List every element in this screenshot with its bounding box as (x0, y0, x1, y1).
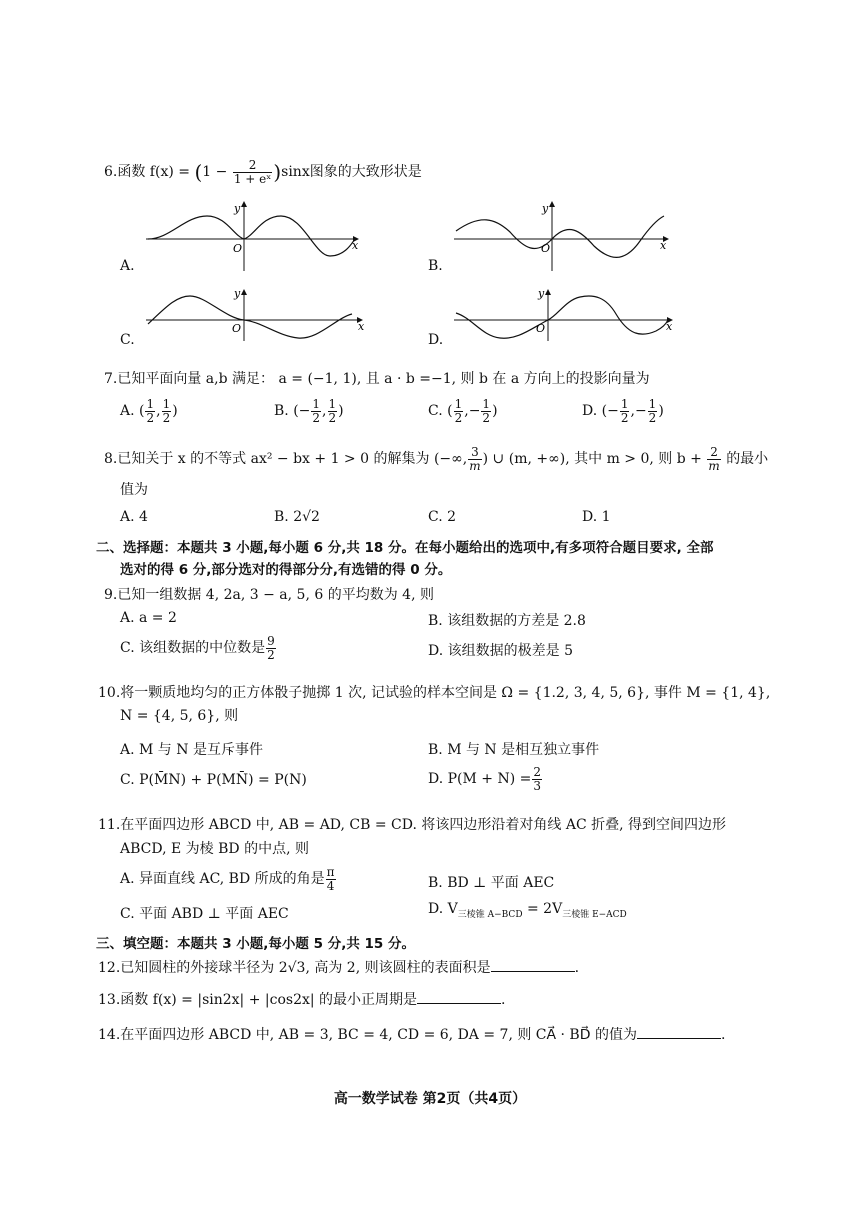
q9-option-c: C. 该组数据的中位数是 $\frac{9}{2}$ (120, 633, 275, 662)
q13-answer-blank[interactable] (417, 991, 501, 1004)
svg-text:y: y (542, 202, 549, 215)
q6-fraction: $\frac{2}{\text{1 + eˣ}}$ (233, 157, 272, 186)
q7-option-b: B. (− $\frac{1}{2}$ , $\frac{1}{2}$ ) (274, 396, 344, 425)
q10-option-a: A. M 与 N 是互斥事件 (120, 742, 263, 758)
page-footer: 高一数学试卷 第2页（共4页） (333, 1091, 527, 1107)
q6-stem-prefix: 函数 f(x) = (117, 164, 195, 180)
svg-text:y: y (538, 287, 545, 300)
svg-text:O: O (541, 242, 551, 255)
svg-text:x: x (352, 239, 359, 252)
q8-stem-line2: 值为 (120, 482, 148, 498)
q7-option-d: D. (− $\frac{1}{2}$ ,− $\frac{1}{2}$ ) (582, 396, 664, 425)
q7-stem: 7.已知平面向量 a,b 满足： a = (−1, 1), 且 a · b =−1, 则 b 在 a 方向上的投影向量为 (104, 371, 650, 387)
section2-heading-line2: 选对的得 6 分,部分选对的得部分分,有选错的得 0 分。 (120, 562, 452, 578)
q8-option-d: D. 1 (582, 509, 611, 525)
svg-text:O: O (232, 322, 242, 335)
svg-text:y: y (234, 287, 241, 300)
q14-stem: 14.在平面四边形 ABCD 中, AB = 3, BC = 4, CD = 6, DA = 7, 则 CA⃗ · BD⃗ 的值为 . (98, 1027, 726, 1043)
svg-text:O: O (233, 242, 243, 255)
q6-graph-c (146, 287, 365, 341)
q9-option-b: B. 该组数据的方差是 2.8 (428, 613, 586, 629)
q10-stem-line2: N = {4, 5, 6}, 则 (120, 708, 239, 724)
svg-text:O: O (536, 322, 546, 335)
q9-option-a: A. a = 2 (120, 610, 177, 626)
q11-option-c: C. 平面 ABD ⊥ 平面 AEC (120, 906, 289, 922)
section2-heading: 二、选择题：本题共 3 小题,每小题 6 分,共 18 分。在每小题给出的选项中,有多项符合题目要求, 全部 (96, 540, 714, 556)
svg-text:x: x (358, 320, 365, 333)
q6-option-d-label: D. (428, 332, 444, 348)
svg-text:x: x (660, 239, 667, 252)
section3-heading: 三、填空题：本题共 3 小题,每小题 5 分,共 15 分。 (96, 936, 416, 952)
q7-option-a: A. ( $\frac{1}{2}$ , $\frac{1}{2}$ ) (120, 396, 178, 425)
q6-one-minus: 1 − (202, 164, 228, 180)
q14-answer-blank[interactable] (637, 1026, 721, 1039)
q8-option-b: B. 2√2 (274, 509, 320, 525)
q10-stem: 10.将一颗质地均匀的正方体骰子抛掷 1 次, 记试验的样本空间是 Ω = {1.2, 3, 4, 5, 6}, 事件 M = {1, 4}, (98, 685, 771, 701)
q10-option-c: C. P(M̄N) + P(MN̄) = P(N) (120, 772, 307, 788)
q6-graph-d (454, 287, 673, 341)
q8-option-c: C. 2 (428, 509, 457, 525)
q11-option-b: B. BD ⊥ 平面 AEC (428, 875, 555, 891)
q12-answer-blank[interactable] (491, 959, 575, 972)
q6-stem-suffix: sinx图象的大致形状是 (281, 164, 422, 180)
q8-stem: 8.已知关于 x 的不等式 ax² − bx + 1 > 0 的解集为 (−∞, $\frac{3}{m}$ ) ∪ (m, +∞), 其中 m > 0, 则 b + $\frac{2}{m}$ 的最小 (104, 444, 769, 473)
q11-option-a: A. 异面直线 AC, BD 所成的角是 $\frac{\pi}{4}$ (120, 864, 335, 893)
q6-graph-a (146, 202, 359, 271)
q7-option-c: C. ( $\frac{1}{2}$ ,− $\frac{1}{2}$ ) (428, 396, 498, 425)
q11-stem: 11.在平面四边形 ABCD 中, AB = AD, CB = CD. 将该四边形沿着对角线 AC 折叠, 得到空间四边形 (98, 817, 727, 833)
q11-option-d: D. $V_{三棱锥 A-BCD} = 2V_{三棱锥 E-ACD}$ (428, 901, 627, 920)
q6-option-b-label: B. (428, 258, 443, 274)
q9-option-d: D. 该组数据的极差是 5 (428, 643, 573, 659)
svg-text:y: y (234, 202, 241, 215)
q10-option-d: D. P(M + N) = $\frac{2}{3}$ (428, 764, 542, 793)
q6-option-c-label: C. (120, 332, 135, 348)
q9-stem: 9.已知一组数据 4, 2a, 3 − a, 5, 6 的平均数为 4, 则 (104, 587, 434, 603)
q12-stem: 12.已知圆柱的外接球半径为 2√3, 高为 2, 则该圆柱的表面积是 . (98, 960, 580, 976)
q11-stem-line2: ABCD, E 为棱 BD 的中点, 则 (120, 841, 309, 857)
q8-option-a: A. 4 (120, 509, 148, 525)
q6-option-a-label: A. (120, 258, 135, 274)
q6-stem: 6.函数 f(x) = (1 − $\frac{2}{\text{1 + eˣ}}$ )sinx图象的大致形状是 (104, 157, 422, 186)
q10-option-b: B. M 与 N 是相互独立事件 (428, 742, 600, 758)
svg-text:x: x (666, 320, 673, 333)
q6-number: 6. (104, 164, 118, 180)
q6-graph-b (454, 202, 668, 271)
q13-stem: 13.函数 f(x) = |sin2x| + |cos2x| 的最小正周期是 . (98, 992, 506, 1008)
